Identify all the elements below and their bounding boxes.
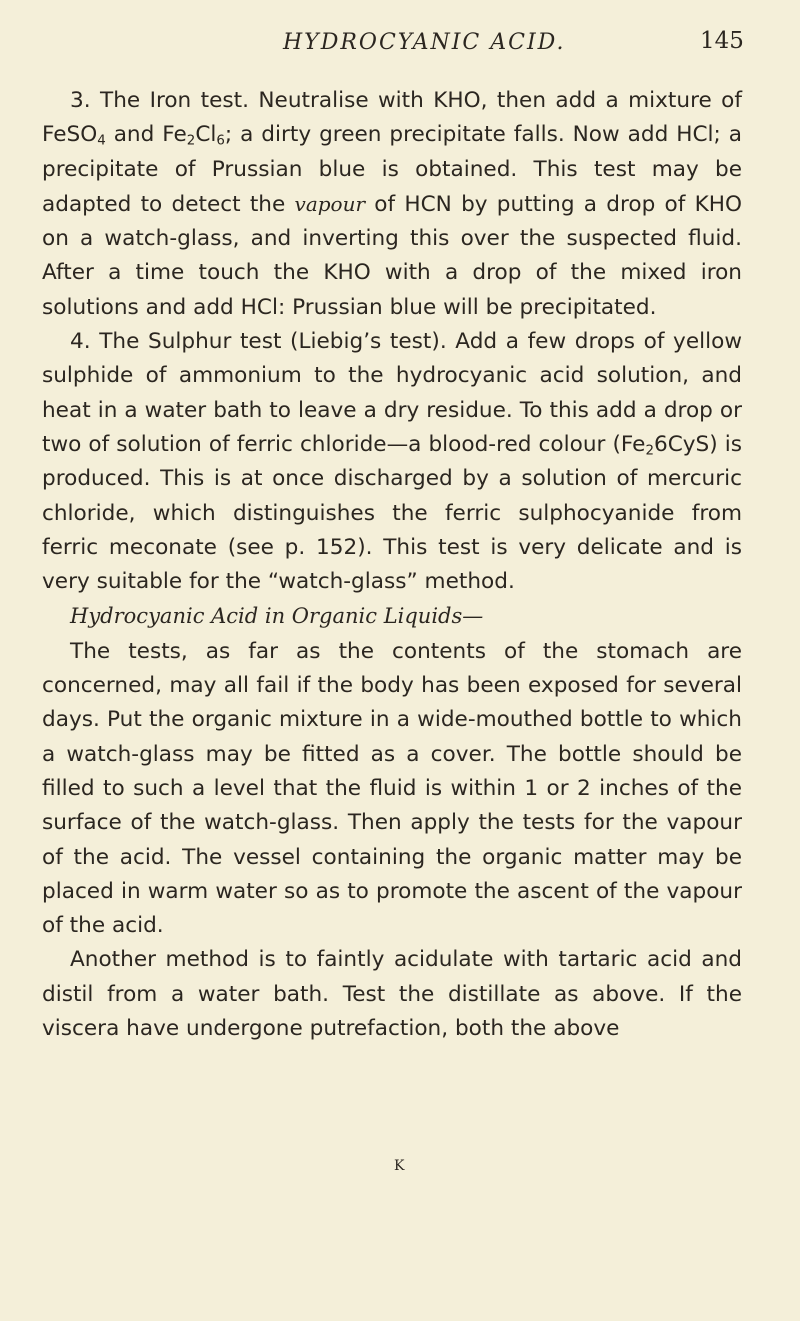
- page-number: 145: [700, 28, 744, 54]
- paragraph-another-method: Another method is to faintly acidulate with tartaric acid and distil from a water bath. Test the distillate as above. If the viscera have undergone putrefaction, both the above: [42, 947, 742, 1042]
- body-text: [42, 84, 742, 1046]
- section-heading: Hydrocyanic Acid in Organic Liquids—: [70, 604, 484, 629]
- running-title: HYDROCYANIC ACID.: [283, 30, 566, 55]
- signature-mark: K: [394, 1158, 405, 1174]
- paragraph-iron-test: 3. The Iron test. Neutralise with KHO, then add a mixture of FeSO$_4$ and $Fe_2Cl_6$; a dirty green precipitate falls. Now add HCl; a precipitate of Prussian blue is obtained. This test may be adapted to detect the vapour of HCN by putting a drop of KHO on a watch-glass, and inverting this over the suspected fluid. After a time touch the KHO with a drop of the mixed iron solutions and add HCl: Prussian blue will be precipitated.: [42, 88, 742, 320]
- page-header: [0, 26, 800, 66]
- italic-word: vapour: [294, 191, 366, 216]
- paragraph-organic-liquids: The tests, as far as the contents of the stomach are concerned, may all fail if the body has been exposed for several days. Put the organic mixture in a wide-mouthed bottle to which a watch-glass may be fitted as a cover. The bottle should be filled to such a level that the fluid is within 1 or 2 inches of the surface of the watch-glass. Then apply the tests for the vapour of the acid. The vessel containing the organic matter may be placed in warm water so as to promote the ascent of the vapour of the acid.: [42, 638, 742, 939]
- paragraph-sulphur-test: 4. The Sulphur test (Liebig’s test). Add a few drops of yellow sulphide of ammonium to the hydrocyanic acid solution, and heat in a water bath to leave a dry residue. To this add a drop or two of solution of ferric chloride—a blood-red colour $(Fe_26CyS)$ is produced. This is at once discharged by a solution of mercuric chloride, which distinguishes the ferric sulphocyanide from ferric meconate (see p. 152). This test is very delicate and is very suitable for the “watch-glass” method.: [42, 329, 742, 595]
